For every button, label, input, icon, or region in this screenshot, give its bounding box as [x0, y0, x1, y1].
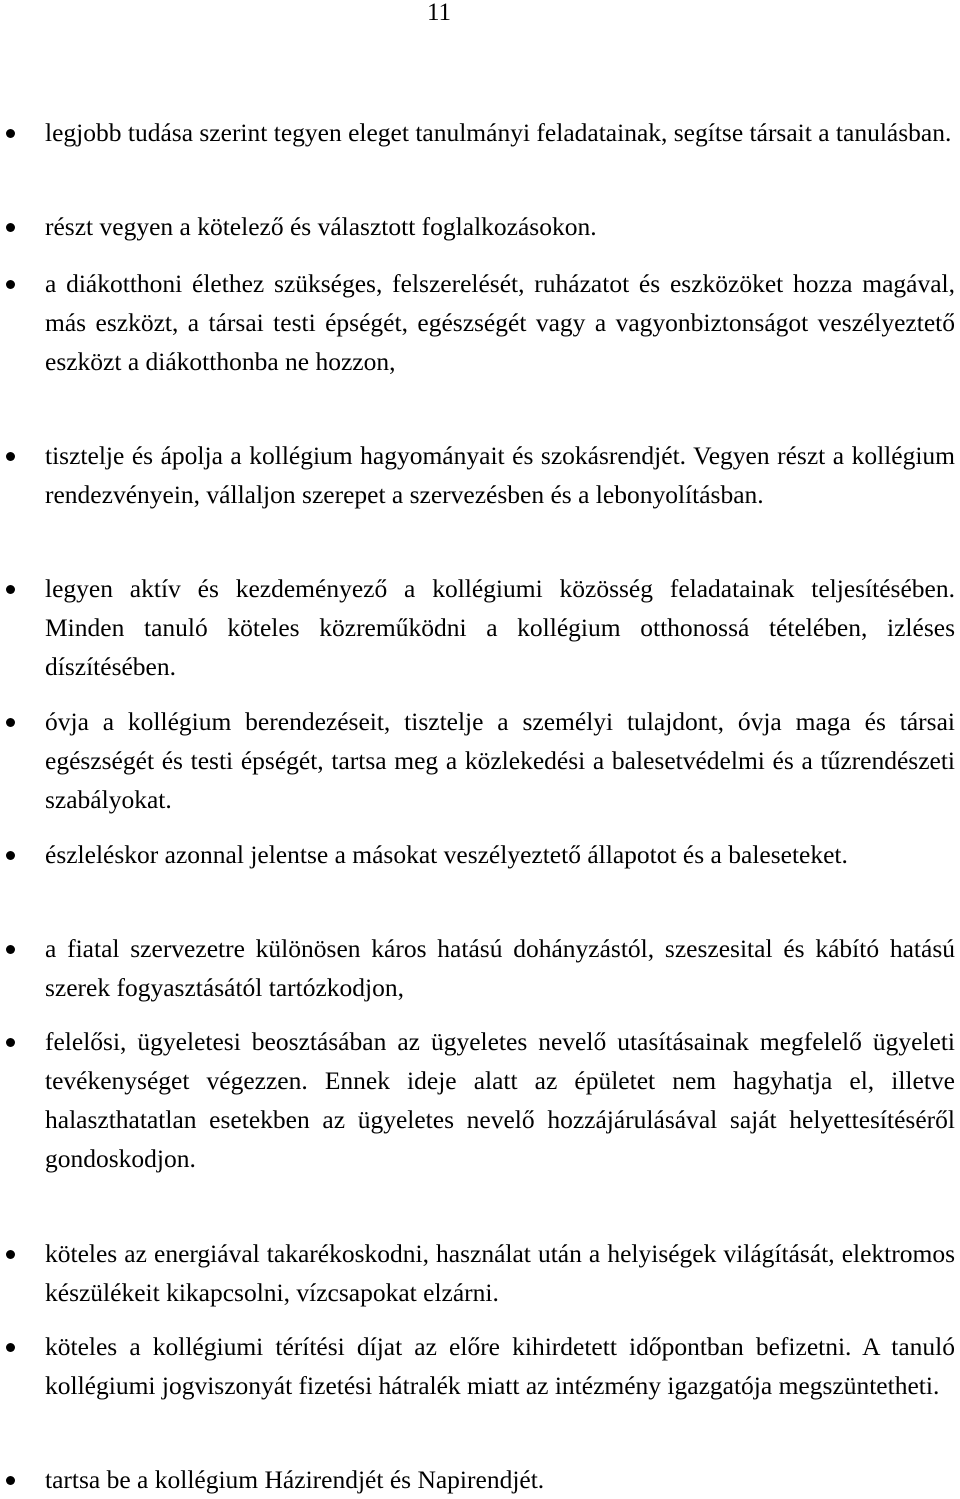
list-item	[45, 929, 955, 1007]
bullet-icon	[6, 718, 15, 727]
bullet-icon	[6, 223, 15, 232]
list-item	[45, 1460, 955, 1499]
list-item	[45, 835, 955, 874]
page-number: 11	[426, 0, 452, 26]
bullet-icon	[6, 1038, 15, 1047]
list-item	[45, 1022, 955, 1178]
list-item-text: tisztelje és ápolja a kollégium hagyományait és szokásrendjét. Vegyen részt a kollégium rendezvényein, vállaljon szerepet a szervezésben és a lebonyolításban.	[45, 441, 955, 509]
list-item	[45, 569, 955, 686]
list-item-text: óvja a kollégium berendezéseit, tisztelje a személyi tulajdont, óvja maga és társai egészségét és testi épségét, tartsa meg a közlekedési a balesetvédelmi és a tűzrendészeti szabályokat.	[45, 707, 955, 814]
list-item-text: részt vegyen a kötelező és választott foglalkozásokon.	[45, 212, 597, 241]
bullet-icon	[6, 1343, 15, 1352]
bullet-icon	[6, 129, 15, 138]
list-item	[45, 1234, 955, 1312]
list-item-text: a fiatal szervezetre különösen káros hatású dohányzástól, szeszesital és kábító hatású szerek fogyasztásától tartózkodjon,	[45, 934, 955, 1002]
list-item-text: észleléskor azonnal jelentse a másokat veszélyeztető állapotot és a baleseteket.	[45, 840, 848, 869]
list-item	[45, 207, 955, 246]
bullet-icon	[6, 585, 15, 594]
list-item-text: felelősi, ügyeletesi beosztásában az ügyeletes nevelő utasításainak megfelelő ügyeleti tevékenységet végezzen. Ennek ideje alatt az épületet nem hagyhatja el, illetve halaszthatatlan esetekben az ügyeletes nevelő hozzájárulásával saját helyettesítéséről gondoskodjon.	[45, 1027, 955, 1173]
bullet-icon	[6, 280, 15, 289]
list-item-text: tartsa be a kollégium Házirendjét és Napirendjét.	[45, 1465, 545, 1494]
list-item-text: legyen aktív és kezdeményező a kollégiumi közösség feladatainak teljesítésében. Minden tanuló köteles közreműködni a kollégium otthonossá tételében, izléses díszítésében.	[45, 574, 955, 681]
bullet-icon	[6, 1250, 15, 1259]
list-item	[45, 702, 955, 819]
list-item	[45, 436, 955, 514]
bullet-icon	[6, 452, 15, 461]
list-item-text: köteles az energiával takarékoskodni, használat után a helyiségek világítását, elektromos készülékeit kikapcsolni, vízcsapokat elzárni.	[45, 1239, 955, 1307]
bullet-icon	[6, 851, 15, 860]
list-item	[45, 1327, 955, 1405]
list-item-text: köteles a kollégiumi térítési díjat az előre kihirdetett időpontban befizetni. A tanuló kollégiumi jogviszonyát fizetési hátralék miatt az intézmény igazgatója megszüntetheti.	[45, 1332, 955, 1400]
bullet-icon	[6, 945, 15, 954]
list-item-text: legjobb tudása szerint tegyen eleget tanulmányi feladatainak, segítse társait a tanulásban.	[45, 118, 952, 147]
list-item-text: a diákotthoni élethez szükséges, felszerelését, ruházatot és eszközöket hozza magával, más eszközt, a társai testi épségét, egészségét vagy a vagyonbiztonságot veszélyeztető eszközt a diákotthonba ne hozzon,	[45, 269, 955, 376]
list-item	[45, 264, 955, 381]
bullet-icon	[6, 1476, 15, 1485]
list-item	[45, 113, 955, 152]
